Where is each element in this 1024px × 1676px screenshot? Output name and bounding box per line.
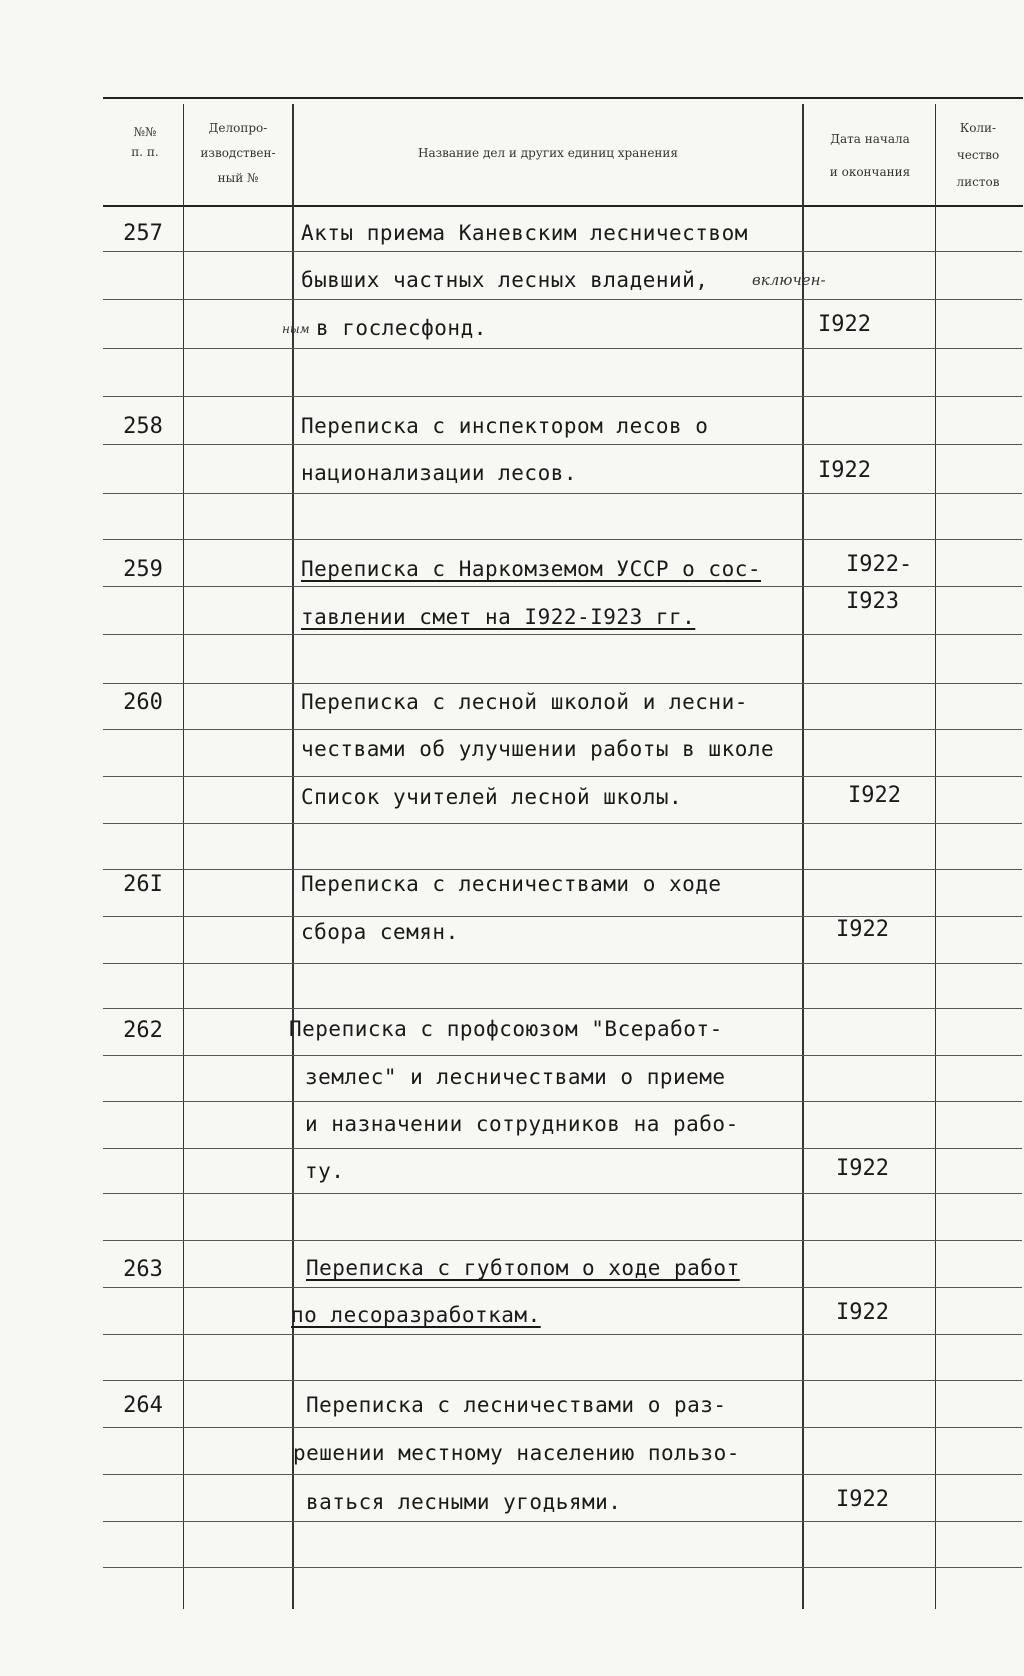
entry-title-line: Акты приема Каневским лесничеством bbox=[301, 221, 748, 245]
entry-date: I922 bbox=[836, 1487, 889, 1512]
entry-title-line: Переписка с инспектором лесов о bbox=[301, 414, 709, 438]
entry-title-line: национализации лесов. bbox=[301, 461, 578, 485]
entry-date: I922 bbox=[836, 1300, 889, 1325]
header-bottom-rule bbox=[103, 205, 1023, 207]
column-divider bbox=[802, 104, 804, 1609]
handwritten-insertion: ным bbox=[282, 322, 310, 336]
entry-title-line: Переписка с Наркомземом УССР о сос- bbox=[301, 557, 762, 581]
entry-date: I922 bbox=[818, 312, 871, 337]
entry-number: 262 bbox=[123, 1018, 163, 1043]
entry-date: I922 bbox=[836, 917, 889, 942]
entry-title-line: ваться лесными угодьями. bbox=[306, 1490, 622, 1514]
entry-title-line: тавлении смет на I922-I923 гг. bbox=[301, 605, 696, 629]
handwritten-insertion: включен- bbox=[752, 271, 826, 289]
entry-number: 257 bbox=[123, 221, 163, 246]
entry-title-line: и назначении сотрудников на рабо- bbox=[305, 1112, 739, 1136]
column-divider bbox=[183, 104, 184, 1609]
entry-number: 26I bbox=[123, 872, 163, 897]
entry-title-line: Переписка с лесничествами о раз- bbox=[306, 1393, 727, 1417]
entry-title-line: землес" и лесничествами о приеме bbox=[305, 1065, 726, 1089]
entry-title-line: в гослесфонд. bbox=[316, 316, 487, 340]
column-divider bbox=[935, 104, 936, 1609]
entry-date: I922 bbox=[848, 783, 901, 808]
header-col-office-num: Делопро- изводствен- ный № bbox=[200, 121, 276, 185]
entry-date: I922 bbox=[818, 458, 871, 483]
entry-number: 259 bbox=[123, 557, 163, 582]
entry-title-line: чествами об улучшении работы в школе bbox=[301, 737, 775, 761]
entry-date: I922- bbox=[846, 552, 913, 577]
entry-title-line: Переписка с губтопом о ходе работ bbox=[306, 1256, 740, 1280]
entry-title-line: сбора семян. bbox=[301, 920, 459, 944]
entry-title-line: Список учителей лесной школы. bbox=[301, 785, 683, 809]
entry-title-line: Переписка с профсоюзом "Всеработ- bbox=[289, 1017, 723, 1041]
entry-title-line: по лесоразработкам. bbox=[291, 1303, 541, 1327]
entry-title-line: бывших частных лесных владений, bbox=[301, 268, 709, 292]
entry-number: 264 bbox=[123, 1393, 163, 1418]
header-top-rule bbox=[103, 97, 1023, 99]
entry-title-line: решении местному населению пользо- bbox=[293, 1441, 740, 1465]
header-col-dates: Дата начала и окончания bbox=[829, 132, 911, 179]
entry-number: 263 bbox=[123, 1257, 163, 1282]
entry-number: 258 bbox=[123, 414, 163, 439]
entry-title-line: ту. bbox=[305, 1159, 345, 1183]
header-col-title: Название дел и других единиц хранения bbox=[417, 146, 678, 160]
entry-date: I923 bbox=[846, 589, 899, 614]
header-col-sheets: Коли- чество листов bbox=[956, 121, 1000, 189]
entry-title-line: Переписка с лесничествами о ходе bbox=[301, 872, 722, 896]
entry-number: 260 bbox=[123, 690, 163, 715]
entry-date: I922 bbox=[836, 1156, 889, 1181]
entry-title-line: Переписка с лесной школой и лесни- bbox=[301, 690, 748, 714]
header-col-num: №№ п. п. bbox=[131, 125, 159, 159]
